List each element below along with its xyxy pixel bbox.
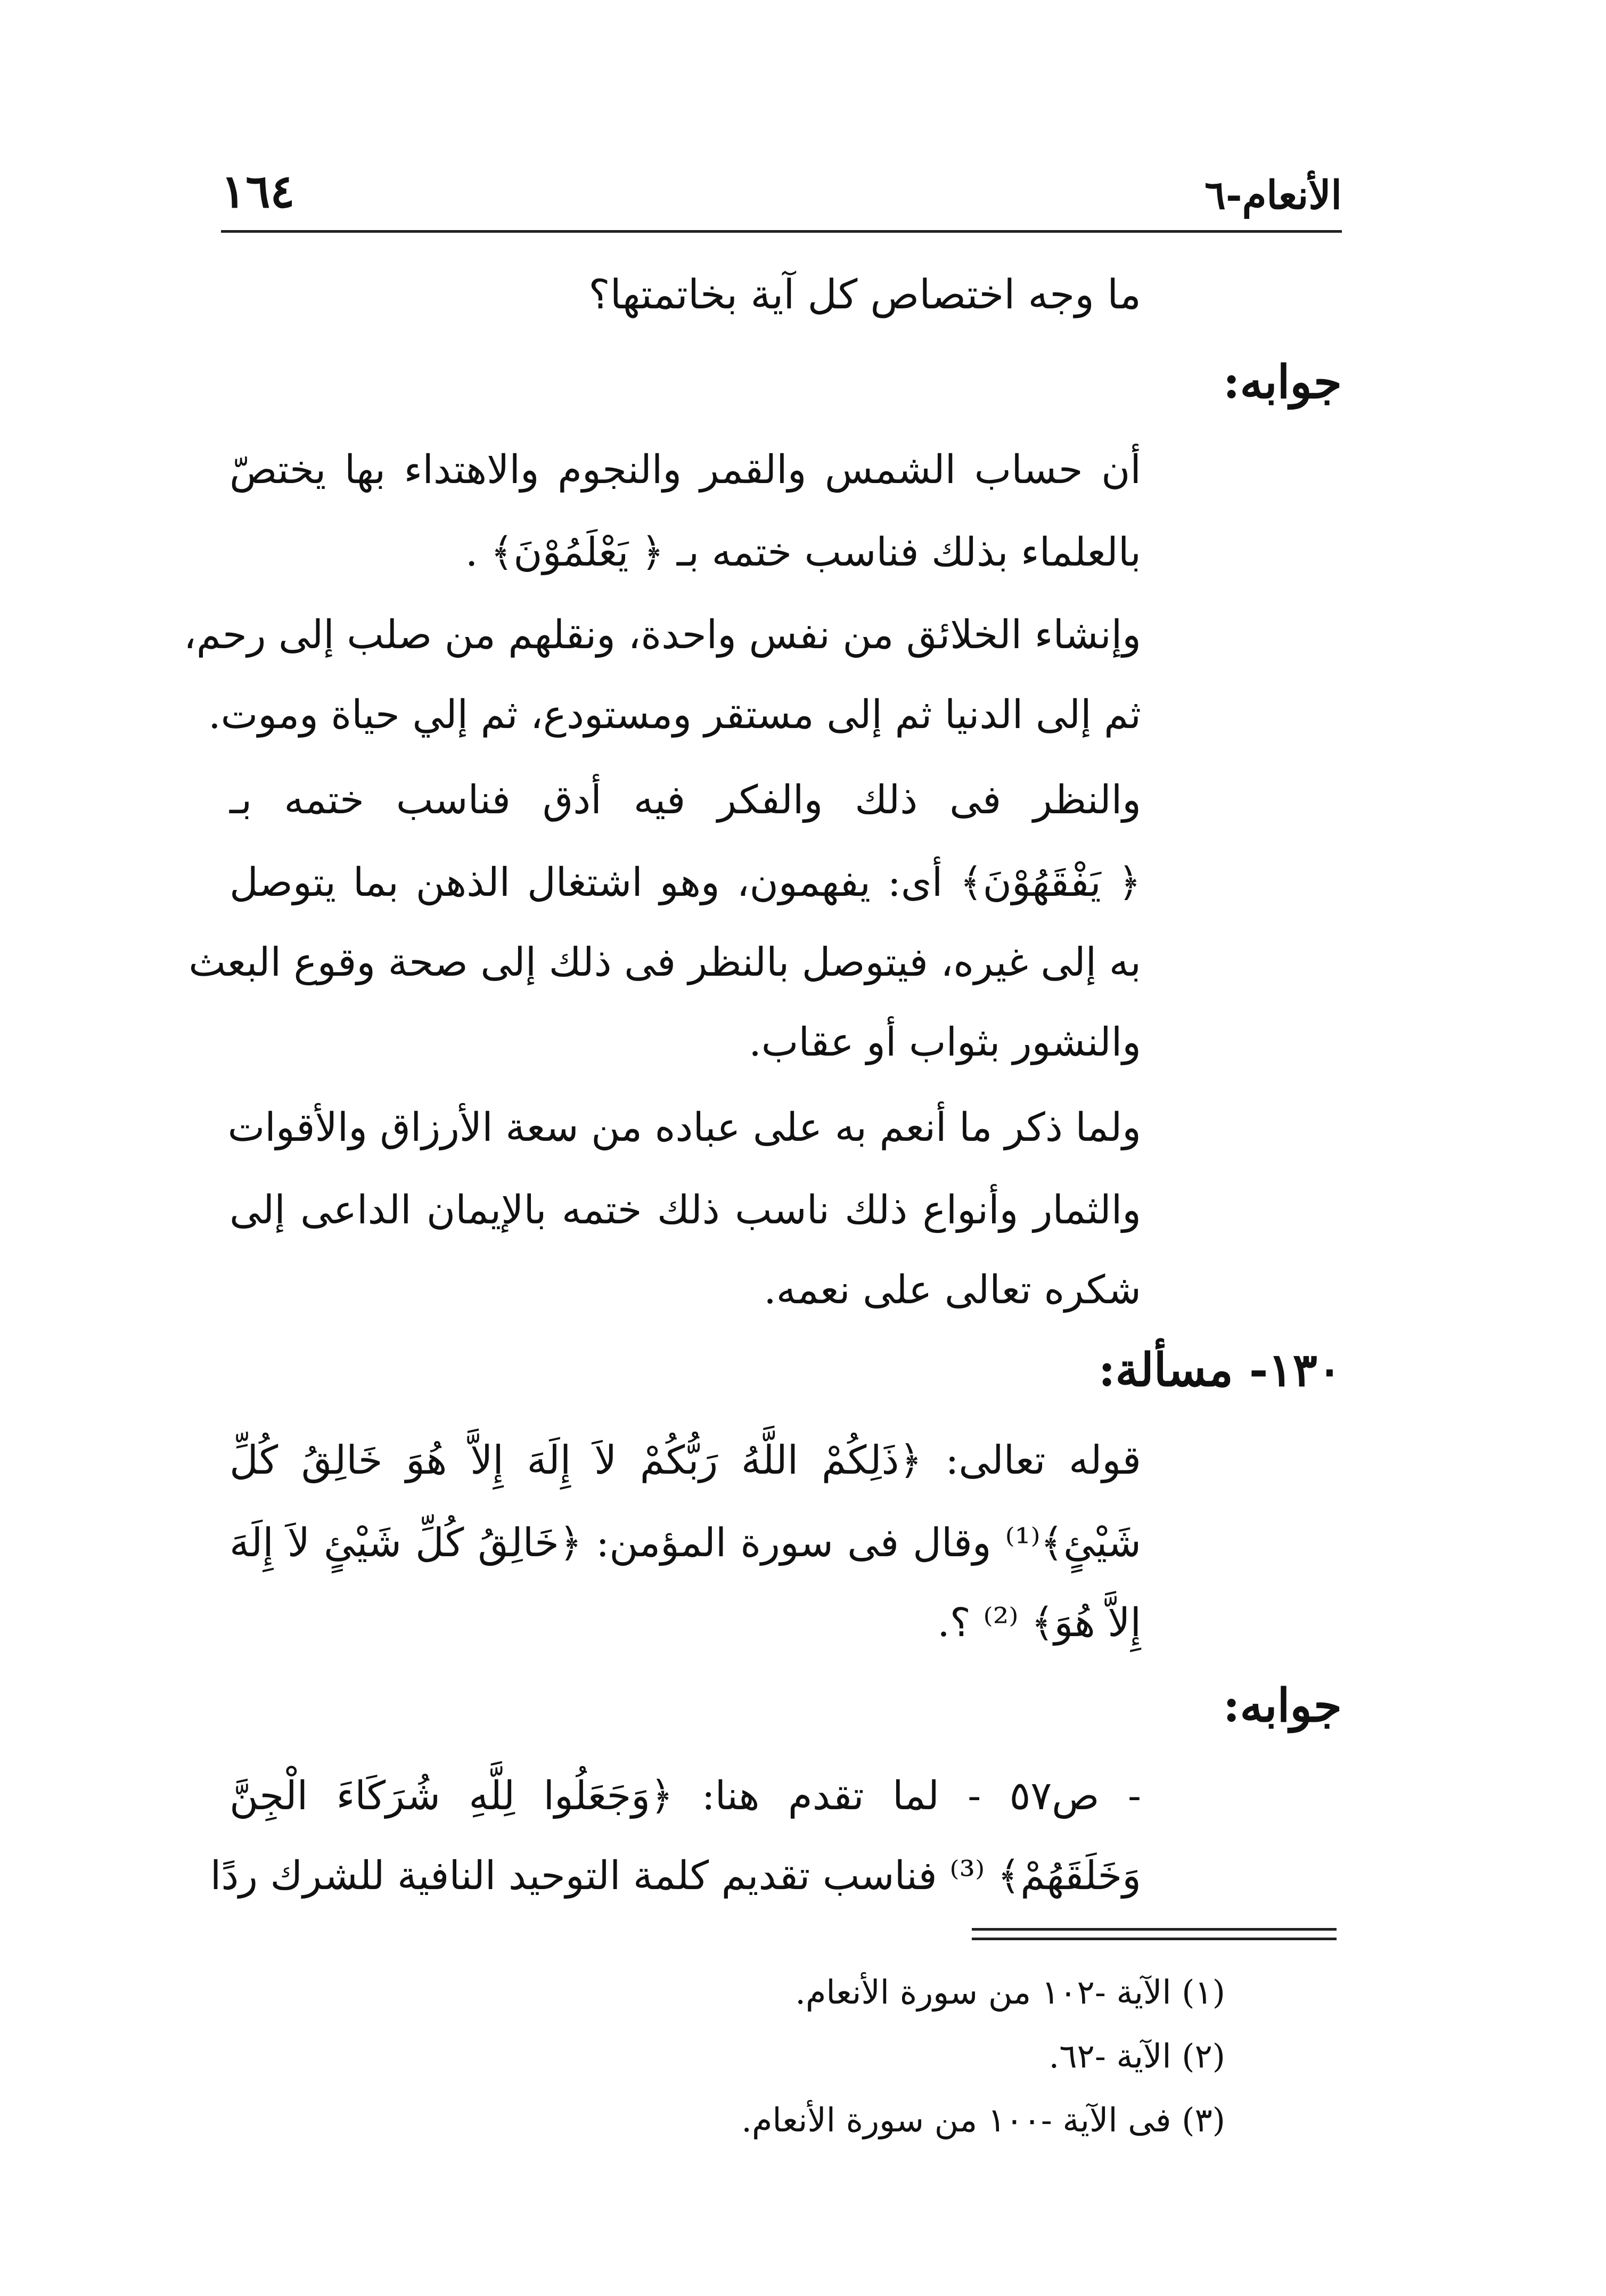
paragraph-line: إِلاَّ هُوَ﴾ ⁽²⁾ ؟. bbox=[937, 1600, 1141, 1646]
paragraph-line: أن حساب الشمس والقمر والنجوم والاهتداء بها يختصّ bbox=[230, 447, 1141, 493]
paragraph-line: وإنشاء الخلائق من نفس واحدة، ونقلهم من صلب إلى رحم، bbox=[183, 612, 1141, 658]
paragraph-line: شكره تعالى على نعمه. bbox=[764, 1267, 1141, 1313]
question-intro-line: ما وجه اختصاص كل آية بخاتمتها؟ bbox=[588, 271, 1141, 318]
paragraph-line: ثم إلى الدنيا ثم إلى مستقر ومستودع، ثم إلي حياة وموت. bbox=[208, 692, 1141, 738]
footnote: (١) الآية -١٠٢ من سورة الأنعام. bbox=[795, 1973, 1225, 2012]
page-number: ١٦٤ bbox=[221, 165, 295, 218]
footnote: (٣) فى الآية -١٠٠ من سورة الأنعام. bbox=[741, 2101, 1225, 2139]
paragraph-line: ولما ذكر ما أنعم به على عباده من سعة الأرزاق والأقوات bbox=[227, 1105, 1141, 1150]
paragraph-line: والنظر فى ذلك والفكر فيه أدق فناسب ختمه بـ bbox=[230, 777, 1141, 823]
footnote-divider bbox=[972, 1938, 1337, 1940]
paragraph-line: - ص٥٧ - لما تقدم هنا: ﴿وَجَعَلُوا لِلَّهِ شُرَكَاءَ الْجِنَّ bbox=[230, 1773, 1141, 1819]
paragraph-line: شَيْئٍ﴾⁽¹⁾ وقال فى سورة المؤمن: ﴿خَالِقُ كُلِّ شَيْئٍ لاَ إِلَهَ bbox=[230, 1520, 1141, 1566]
question-130-heading: ١٣٠- مسألة: bbox=[1098, 1343, 1342, 1397]
footnote: (٢) الآية -٦٢. bbox=[1048, 2037, 1225, 2076]
chapter-title: الأنعام-٦ bbox=[1204, 173, 1342, 218]
running-header bbox=[221, 160, 1342, 229]
paragraph-line: والنشور بثواب أو عقاب. bbox=[749, 1019, 1141, 1065]
paragraph-line: به إلى غيره، فيتوصل بالنظر فى ذلك إلى صحة وقوع البعث bbox=[189, 939, 1141, 985]
paragraph-line: بالعلماء بذلك فناسب ختمه بـ ﴿ يَعْلَمُوْنَ﴾ . bbox=[465, 529, 1141, 575]
paragraph-line: قوله تعالى: ﴿ذَلِكُمْ اللَّهُ رَبُّكُمْ لاَ إِلَهَ إِلاَّ هُوَ خَالِقُ كُلِّ bbox=[230, 1437, 1141, 1483]
header-divider bbox=[221, 230, 1342, 233]
answer-heading: جوابه: bbox=[1223, 1679, 1342, 1733]
footnote-divider bbox=[972, 1928, 1337, 1931]
paragraph-line: ﴿ يَفْقَهُوْنَ﴾ أى: يفهمون، وهو اشتغال الذهن بما يتوصل bbox=[230, 860, 1141, 905]
answer-heading: جوابه: bbox=[1223, 355, 1342, 409]
paragraph-line: والثمار وأنواع ذلك ناسب ذلك ختمه بالإيمان الداعى إلى bbox=[230, 1187, 1141, 1233]
paragraph-line: وَخَلَقَهُمْ﴾ ⁽³⁾ فناسب تقديم كلمة التوحيد النافية للشرك ردًا bbox=[210, 1853, 1141, 1899]
